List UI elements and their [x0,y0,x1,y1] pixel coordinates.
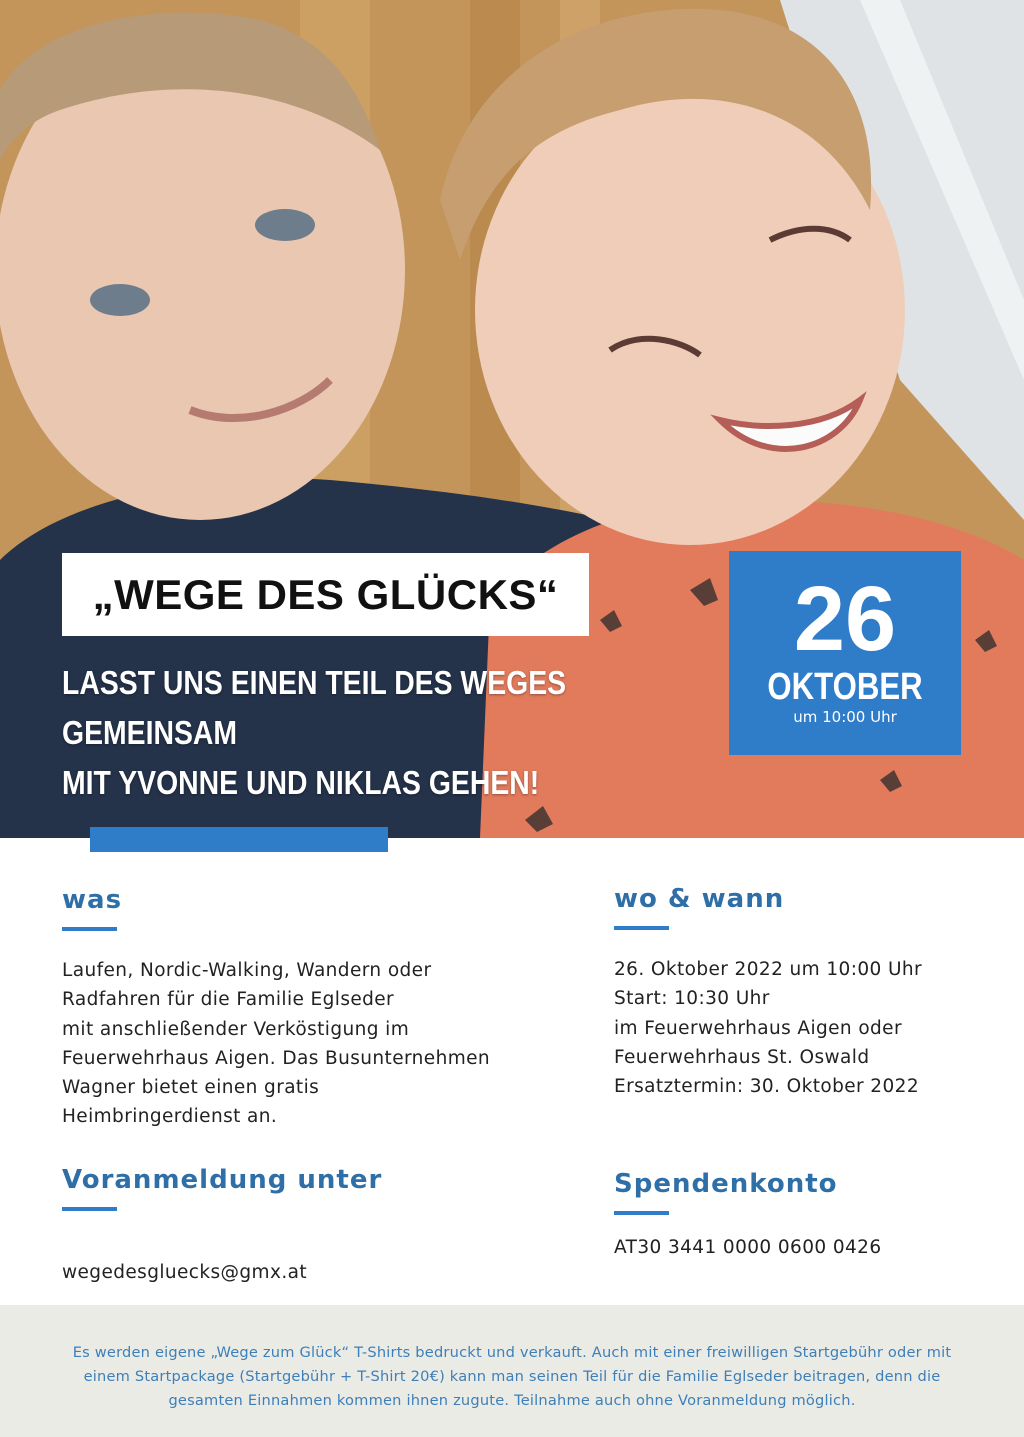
voranmeldung-heading: Voranmeldung unter [62,1165,383,1195]
heading-underline [614,1211,669,1215]
footer-text: Es werden eigene „Wege zum Glück“ T-Shirts bedruckt und verkauft. Auch mit einer freiwilligen Startgebühr oder mit einem Startpackage (Startgebühr + T-Shirt 20€) kann man seinen Teil für die Familie Eglseder beitragen, denn die gesamten Einnahmen kommen ihnen zugute. Teilnahme auch ohne Voranmeldung möglich. [72,1344,952,1409]
footer [0,1305,1024,1437]
date-badge [729,551,961,755]
wo-wann-heading: wo & wann [614,884,785,914]
date-month: OKTOBER [767,666,923,708]
heading-underline [614,926,669,930]
contact-email[interactable]: wegedesgluecks@gmx.at [62,1262,307,1284]
date-time: um 10:00 Uhr [793,708,897,726]
iban-text: AT30 3441 0000 0600 0426 [614,1237,882,1258]
was-heading: was [62,885,123,915]
heading-underline [62,927,117,931]
subtitle-line-1: LASST UNS EINEN TEIL DES WEGES GEMEINSAM [62,664,567,751]
accent-bar [90,827,388,852]
wo-wann-text: 26. Oktober 2022 um 10:00 Uhr Start: 10:30 Uhr im Feuerwehrhaus Aigen oder Feuerwehrhaus St. Oswald Ersatztermin: 30. Oktober 2022 [614,959,923,1098]
date-day: 26 [793,568,897,670]
section-was [62,885,542,1132]
event-title-box [62,553,589,636]
was-text: Laufen, Nordic-Walking, Wandern oder Radfahren für die Familie Eglseder mit anschließender Verköstigung im Feuerwehrhaus Aigen. Das Busunternehmen Wagner bietet einen gratis Heimbringerdienst an. [62,960,491,1128]
section-spendenkonto [614,1169,994,1262]
event-title: „WEGE DES GLÜCKS“ [92,570,559,618]
section-wo-wann [614,884,994,1101]
spendenkonto-heading: Spendenkonto [614,1169,838,1199]
subtitle-line-2: MIT YVONNE UND NIKLAS GEHEN! [62,764,540,801]
heading-underline [62,1207,117,1211]
event-subtitle [62,658,612,808]
